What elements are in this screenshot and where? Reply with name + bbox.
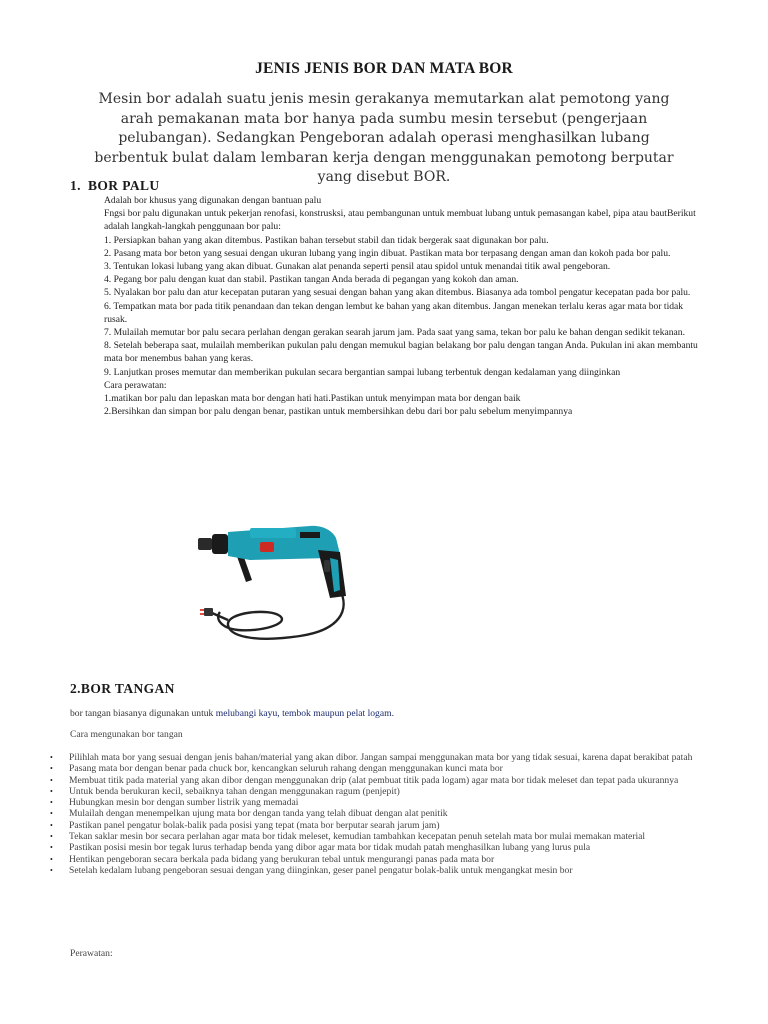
bullet-icon: • bbox=[50, 820, 53, 830]
list-item bbox=[40, 842, 700, 853]
section2-description-end: . bbox=[391, 708, 394, 719]
bullet-icon: • bbox=[50, 798, 53, 808]
list-item bbox=[40, 820, 700, 831]
page-title: JENIS JENIS BOR DAN MATA BOR bbox=[255, 60, 513, 77]
section2-description-text: bor tangan biasanya digunakan untuk bbox=[70, 708, 216, 719]
list-item-text: Hubungkan mesin bor dengan sumber listrik yang memadai bbox=[69, 797, 299, 809]
list-item-text: Pastikan panel pengatur bolak-balik pada posisi yang tepat (mata bor berputar searah jarum jam) bbox=[69, 819, 440, 831]
hammer-drill-illustration bbox=[190, 520, 365, 645]
list-item bbox=[40, 831, 700, 842]
list-item-text: Tekan saklar mesin bor secara perlahan agar mata bor tidak meleset, kemudian tambahkan kecepatan penuh setelah mata bor mulai memakan material bbox=[69, 831, 646, 843]
list-item bbox=[40, 752, 700, 763]
section1-paragraph: 8. Setelah beberapa saat, mulailah memberikan pukulan palu dengan memukul bagian belakang bor palu dengan tangan Anda. Pukulan ini akan membantu mata bor menembus bahan yang keras. bbox=[104, 340, 698, 365]
list-item bbox=[40, 797, 700, 808]
section1-number: 1. bbox=[70, 178, 81, 193]
section2-description-link[interactable]: melubangi kayu, tembok maupun pelat logam bbox=[215, 708, 392, 719]
list-item bbox=[40, 808, 700, 819]
list-item-text: Untuk benda berukuran kecil, sebaiknya tahan dengan menggunakan ragum (penjepit) bbox=[69, 785, 400, 797]
list-item-text: Hentikan pengeboran secara berkala pada bidang yang berukuran tebal untuk mengurangi panas pada mata bor bbox=[69, 853, 495, 865]
list-item-text: Pastikan posisi mesin bor tegak lurus terhadap benda yang dibor agar mata bor tidak mudah patah menghasilkan lubang yang lurus pula bbox=[69, 842, 591, 854]
section1-paragraph: 1. Persiapkan bahan yang akan ditembus. Pastikan bahan tersebut stabil dan tidak bergerak saat digunakan bor palu. bbox=[104, 234, 549, 246]
perawatan-label: Perawatan: bbox=[70, 948, 113, 959]
list-item-text: Pasang mata bor dengan benar pada chuck bor, kencangkan seluruh rahang dengan menggunakan kunci mata bor bbox=[69, 763, 503, 775]
intro-paragraph: Mesin bor adalah suatu jenis mesin gerakanya memutarkan alat pemotong yang arah pemakanan mata bor hanya pada sumbu mesin tersebut (pengerjaan pelubangan). Sedangkan Pengeboran adalah operasi menghasilkan lubang berbentuk bulat dalam lembaran kerja dengan menggunakan pemotong berputar yang disebut BOR. bbox=[94, 91, 674, 185]
section2-description bbox=[70, 708, 710, 719]
list-item bbox=[40, 775, 700, 786]
section1-title: BOR PALU bbox=[88, 178, 160, 193]
bullet-icon: • bbox=[50, 786, 53, 796]
section2-heading: 2.BOR TANGAN bbox=[70, 681, 175, 696]
section1-paragraph: Cara perawatan: bbox=[104, 379, 167, 391]
list-item bbox=[40, 763, 700, 774]
section1-paragraph: 6. Tempatkan mata bor pada titik penandaan dan tekan dengan lembut ke bahan yang akan ditembus. Jangan menekan terlalu keras agar mata bor tidak rusak. bbox=[104, 300, 684, 325]
section1-paragraph: 9. Lanjutkan proses memutar dan memberikan pukulan secara bergantian sampai lubang terbentuk dengan kedalaman yang diinginkan bbox=[104, 366, 621, 378]
section1-paragraph: Adalah bor khusus yang digunakan dengan bantuan palu bbox=[104, 195, 322, 206]
section2-steps-label: Cara mengunakan bor tangan bbox=[70, 729, 183, 740]
list-item bbox=[40, 786, 700, 797]
list-item-text: Mulailah dengan menempelkan ujung mata bor dengan tanda yang telah dibuat dengan alat penitik bbox=[69, 808, 448, 820]
list-item-text: Pilihlah mata bor yang sesuai dengan jenis bahan/material yang akan dibor. Jangan sampai menggunakan mata bor yang tidak sesuai, karena dapat berakibat patah bbox=[69, 752, 693, 763]
section1-paragraph: 2.Bersihkan dan simpan bor palu dengan benar, pastikan untuk membersihkan debu dari bor palu sebelum menyimpannya bbox=[104, 406, 573, 418]
bullet-icon: • bbox=[50, 809, 53, 819]
section1-paragraph: 7. Mulailah memutar bor palu secara perlahan dengan gerakan searah jarum jam. Pada saat yang sama, tekan bor palu ke bahan dengan sedikit tekanan. bbox=[104, 327, 685, 339]
bullet-icon: • bbox=[50, 854, 53, 864]
bullet-icon: • bbox=[50, 753, 53, 762]
section1-paragraph: 4. Pegang bor palu dengan kuat dan stabil. Pastikan tangan Anda berada di pegangan yang kokoh dan aman. bbox=[104, 274, 519, 286]
list-item-text: Membuat titik pada material yang akan dibor dengan menggunakan drip (alat pembuat titik pada logam) agar mata bor tidak meleset dan tepat pada ukurannya bbox=[69, 774, 679, 786]
bullet-icon: • bbox=[50, 843, 53, 853]
section1-paragraph: 3. Tentukan lokasi lubang yang akan dibuat. Gunakan alat penanda seperti pensil atau spidol untuk menandai titik awal pengeboran. bbox=[104, 261, 611, 273]
section1-paragraph: 5. Nyalakan bor palu dan atur kecepatan putaran yang sesuai dengan bahan yang akan ditembus. Biasanya ada tombol pengatur kecepatan pada bor palu. bbox=[104, 287, 691, 299]
section1-heading bbox=[70, 178, 160, 194]
section1-paragraph: 2. Pasang mata bor beton yang sesuai dengan ukuran lubang yang ingin dibuat. Pastikan mata bor terpasang dengan aman dan kokoh pada bor palu. bbox=[104, 247, 671, 259]
hammer-drill-image bbox=[190, 520, 365, 645]
plug-icon bbox=[204, 608, 213, 616]
section1-paragraph: Fngsi bor palu digunakan untuk pekerjan renofasi, konstrusksi, atau pembangunan untuk membuat lubang untuk pemasangan kabel, pipa atau bautBerikut adalah langkah-langkah penggunaan bor palu: bbox=[104, 208, 696, 233]
bullet-icon: • bbox=[50, 764, 53, 774]
list-item-text: Setelah kedalam lubang pengeboran sesuai dengan yang diinginkan, geser panel pengatur bolak-balik untuk mengangkat mesin bor bbox=[69, 864, 573, 876]
list-item bbox=[40, 854, 700, 865]
section1-body bbox=[104, 194, 704, 418]
bullet-icon: • bbox=[50, 775, 53, 785]
list-item bbox=[40, 865, 700, 876]
section2-steps-list bbox=[40, 752, 700, 876]
section1-paragraph: 1.matikan bor palu dan lepaskan mata bor dengan hati hati.Pastikan untuk menyimpan mata bor dengan baik bbox=[104, 393, 521, 405]
bullet-icon: • bbox=[50, 832, 53, 842]
bullet-icon: • bbox=[50, 865, 53, 875]
